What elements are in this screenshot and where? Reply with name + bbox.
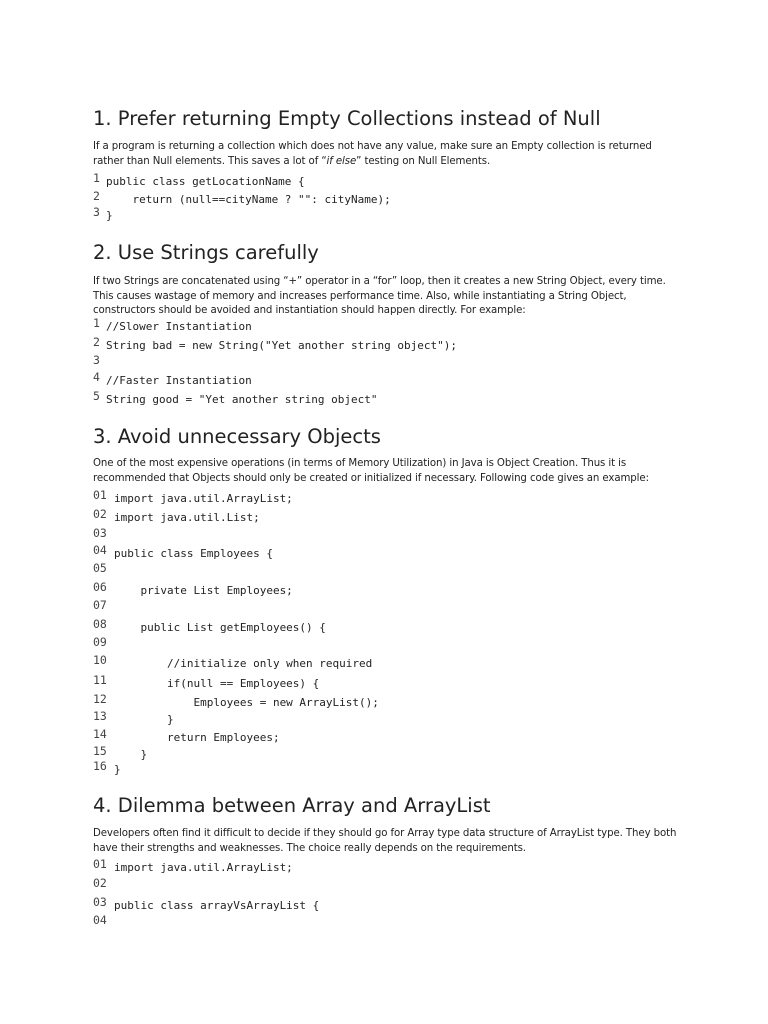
line-number: 11 <box>93 673 107 687</box>
emphasis-text: if else <box>326 155 357 167</box>
line-number: 14 <box>93 727 107 741</box>
section-1-paragraph <box>93 140 683 169</box>
line-number: 04 <box>93 543 107 557</box>
code-text: //Slower Instantiation <box>106 320 252 333</box>
code-text: public class getLocationName { <box>106 175 305 188</box>
line-number: 01 <box>93 857 107 871</box>
code-text: Employees = new ArrayList(); <box>114 696 379 709</box>
code-text: import java.util.ArrayList; <box>114 492 293 505</box>
line-number: 02 <box>93 507 107 521</box>
section-1 <box>93 107 683 130</box>
paragraph: One of the most expensive operations (in terms of Memory Utilization) in Java is Object Creation. Thus it is recommended that Objects should only be created or initialized if necessary. Following code gives an example: <box>93 458 649 484</box>
line-number: 16 <box>93 759 107 773</box>
code-text: String good = "Yet another string object" <box>106 393 378 406</box>
line-number: 02 <box>93 876 107 890</box>
paragraph-text: ” testing on Null Elements. <box>356 155 491 167</box>
line-number: 06 <box>93 580 107 594</box>
code-text: String bad = new String("Yet another string object"); <box>106 339 457 352</box>
code-text: return Employees; <box>114 731 280 744</box>
paragraph-text: If a program is returning a collection which does not have any value, make sure an Empty collection is returned rather than Null elements. This saves a lot of “ <box>93 141 652 167</box>
code-text: } <box>114 763 121 776</box>
section-2 <box>93 241 683 264</box>
code-text: import java.util.ArrayList; <box>114 861 293 874</box>
code-text: } <box>114 713 174 726</box>
line-number: 08 <box>93 617 107 631</box>
paragraph: Developers often find it difficult to decide if they should go for Array type data structure of ArrayList type. They both have their strengths and weaknesses. The choice really depends on the requirements. <box>93 828 677 854</box>
paragraph <box>93 140 683 169</box>
code-text: //initialize only when required <box>114 657 373 670</box>
line-number: 2 <box>93 189 100 203</box>
code-text: } <box>106 209 113 222</box>
section-4 <box>93 794 683 817</box>
paragraph: If two Strings are concatenated using “+” operator in a “for” loop, then it creates a new String Object, every time. This causes wastage of memory and increases performance time. Also, while instantiating a String Object, constructors should be avoided and instantiation should happen directly. For example: <box>93 276 666 316</box>
line-number: 2 <box>93 335 100 349</box>
line-number: 15 <box>93 744 107 758</box>
section-heading: 1. Prefer returning Empty Collections instead of Null <box>93 107 601 130</box>
line-number: 4 <box>93 370 100 384</box>
code-text: public class Employees { <box>114 547 273 560</box>
line-number: 04 <box>93 913 107 927</box>
code-text: return (null==cityName ? "": cityName); <box>106 193 391 206</box>
line-number: 09 <box>93 635 107 649</box>
code-text: import java.util.List; <box>114 511 260 524</box>
line-number: 3 <box>93 205 100 219</box>
code-text: private List Employees; <box>114 584 293 597</box>
code-text: //Faster Instantiation <box>106 374 252 387</box>
section-heading: 3. Avoid unnecessary Objects <box>93 425 381 448</box>
line-number: 3 <box>93 353 100 367</box>
section-3 <box>93 425 683 448</box>
section-heading: 2. Use Strings carefully <box>93 241 319 264</box>
section-2-paragraph <box>93 275 683 319</box>
line-number: 1 <box>93 316 100 330</box>
line-number: 12 <box>93 692 107 706</box>
line-number: 03 <box>93 895 107 909</box>
section-4-paragraph <box>93 827 683 856</box>
line-number: 10 <box>93 653 107 667</box>
line-number: 05 <box>93 561 107 575</box>
line-number: 5 <box>93 389 100 403</box>
section-heading: 4. Dilemma between Array and ArrayList <box>93 794 491 817</box>
code-text: public class arrayVsArrayList { <box>114 899 320 912</box>
section-3-paragraph <box>93 457 683 486</box>
line-number: 1 <box>93 171 100 185</box>
code-text: public List getEmployees() { <box>114 621 326 634</box>
line-number: 01 <box>93 488 107 502</box>
code-text: if(null == Employees) { <box>114 677 320 690</box>
code-text: } <box>114 748 148 761</box>
line-number: 13 <box>93 709 107 723</box>
line-number: 03 <box>93 526 107 540</box>
line-number: 07 <box>93 598 107 612</box>
